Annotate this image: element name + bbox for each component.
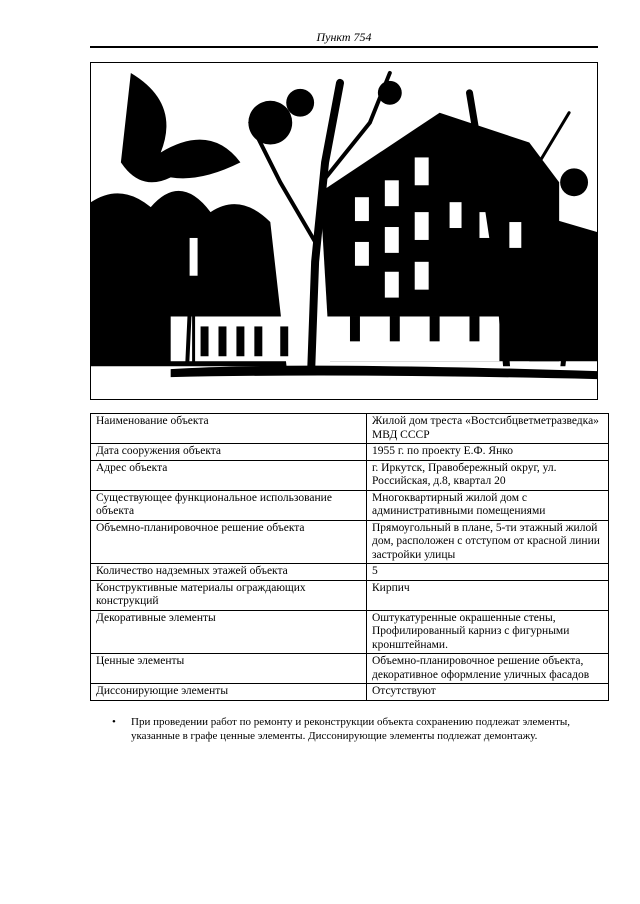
list-item <box>102 716 592 743</box>
bullet-icon: • <box>112 716 116 728</box>
row-label: Диссонирующие элементы <box>91 684 367 701</box>
table-row <box>91 460 609 490</box>
table-row <box>91 520 609 564</box>
object-info-table <box>90 413 609 701</box>
row-label: Количество надземных этажей объекта <box>91 564 367 581</box>
table-row <box>91 444 609 461</box>
row-value: г. Иркутск, Правобережный округ, ул. Российская, д.8, квартал 20 <box>367 460 609 490</box>
row-value: 5 <box>367 564 609 581</box>
row-label: Адрес объекта <box>91 460 367 490</box>
page-title: Пункт 754 <box>316 30 372 44</box>
table-row <box>91 490 609 520</box>
table-row <box>91 684 609 701</box>
row-value: Кирпич <box>367 580 609 610</box>
row-value: Оштукатуренные окрашенные стены, Профилированный карниз с фигурными кронштейнами. <box>367 610 609 654</box>
row-label: Дата сооружения объекта <box>91 444 367 461</box>
row-label: Ценные элементы <box>91 654 367 684</box>
building-photo-icon <box>91 63 597 399</box>
row-label: Декоративные элементы <box>91 610 367 654</box>
row-value: Объемно-планировочное решение объекта, декоративное оформление уличных фасадов <box>367 654 609 684</box>
header-divider <box>90 46 598 48</box>
row-label: Существующее функциональное использование объекта <box>91 490 367 520</box>
row-value: 1955 г. по проекту Е.Ф. Янко <box>367 444 609 461</box>
row-value: Прямоугольный в плане, 5-ти этажный жилой дом, расположен с отступом от красной линии застройки улицы <box>367 520 609 564</box>
note-text: При проведении работ по ремонту и реконструкции объекта сохранению подлежат элементы, указанные в графе ценные элементы. Диссонирующие элементы подлежат демонтажу. <box>131 716 571 742</box>
notes-list <box>102 716 592 743</box>
row-value: Жилой дом треста «Востсибцветметразведка» МВД СССР <box>367 414 609 444</box>
building-photo <box>90 62 598 400</box>
table-row <box>91 610 609 654</box>
table-row <box>91 564 609 581</box>
table-row <box>91 414 609 444</box>
row-value: Многоквартирный жилой дом с административными помещениями <box>367 490 609 520</box>
row-label: Объемно-планировочное решение объекта <box>91 520 367 564</box>
table-row <box>91 654 609 684</box>
row-value: Отсутствуют <box>367 684 609 701</box>
row-label: Наименование объекта <box>91 414 367 444</box>
table-row <box>91 580 609 610</box>
row-label: Конструктивные материалы ограждающих конструкций <box>91 580 367 610</box>
